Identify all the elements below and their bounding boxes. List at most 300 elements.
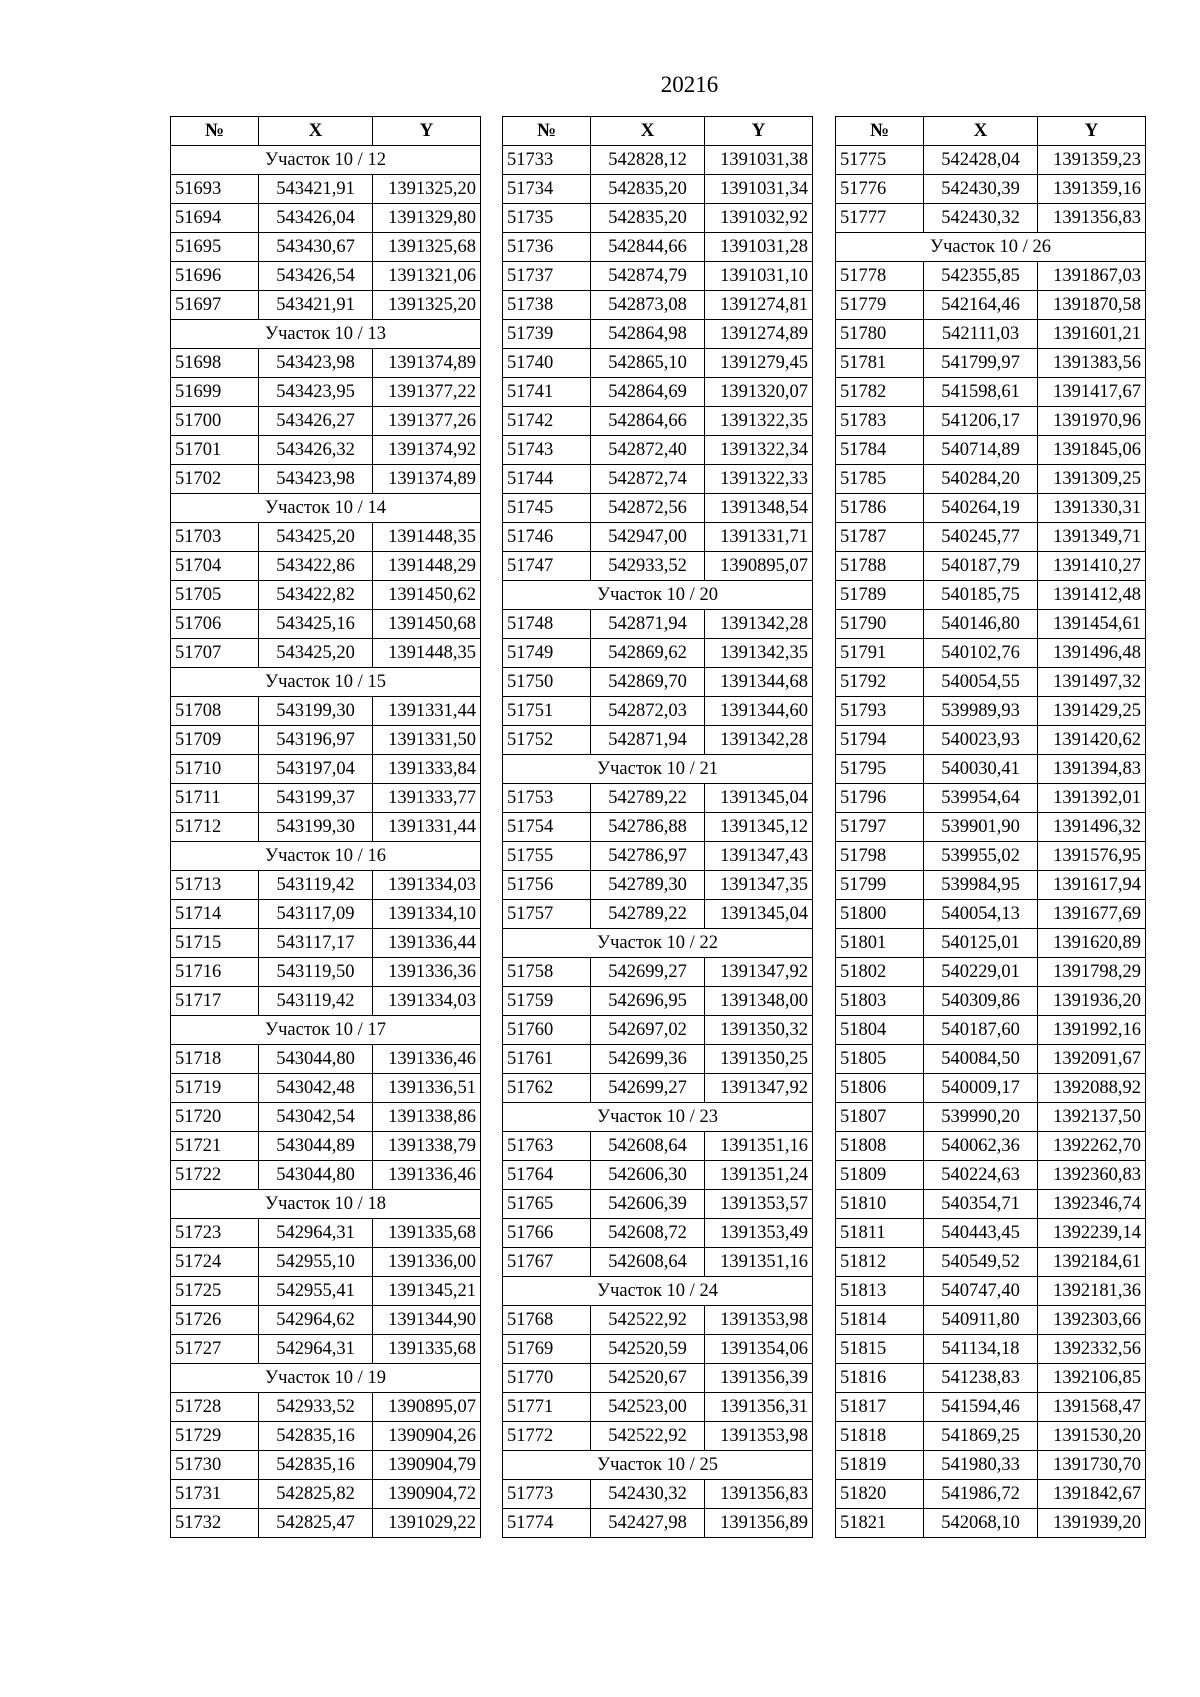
y-coordinate-cell: 1391601,21 [1038,320,1146,349]
point-number-cell: 51739 [503,320,591,349]
x-coordinate-cell: 542825,47 [259,1509,373,1538]
table-row [171,958,481,987]
y-coordinate-cell: 1391412,48 [1038,581,1146,610]
point-number-cell: 51800 [836,900,924,929]
table-row [171,610,481,639]
x-coordinate-cell: 542699,36 [591,1045,705,1074]
section-title: Участок 10 / 16 [171,842,481,871]
section-row [503,755,813,784]
section-title: Участок 10 / 19 [171,1364,481,1393]
x-coordinate-cell: 542933,52 [591,552,705,581]
table-row [171,1219,481,1248]
point-number-cell: 51805 [836,1045,924,1074]
point-number-cell: 51723 [171,1219,259,1248]
point-number-cell: 51700 [171,407,259,436]
table-row [836,1103,1146,1132]
y-coordinate-cell: 1391322,33 [705,465,813,494]
point-number-cell: 51779 [836,291,924,320]
x-coordinate-cell: 543422,82 [259,581,373,610]
coordinates-table-1 [170,116,481,1538]
table-row [836,610,1146,639]
y-coordinate-cell: 1391351,16 [705,1132,813,1161]
table-row [503,175,813,204]
table-row [503,1190,813,1219]
y-coordinate-cell: 1390904,72 [373,1480,481,1509]
x-coordinate-cell: 542606,39 [591,1190,705,1219]
y-coordinate-cell: 1391274,89 [705,320,813,349]
table-row [503,378,813,407]
table-row [503,1045,813,1074]
table-row [503,465,813,494]
point-number-cell: 51760 [503,1016,591,1045]
x-coordinate-cell: 542520,59 [591,1335,705,1364]
table-row [836,436,1146,465]
y-coordinate-cell: 1391530,20 [1038,1422,1146,1451]
table-row [836,1451,1146,1480]
section-row [171,842,481,871]
x-coordinate-cell: 543422,86 [259,552,373,581]
y-coordinate-cell: 1391867,03 [1038,262,1146,291]
table-row [171,1335,481,1364]
point-number-cell: 51813 [836,1277,924,1306]
point-number-cell: 51802 [836,958,924,987]
section-row [503,1277,813,1306]
table-row [836,291,1146,320]
y-coordinate-cell: 1391356,83 [705,1480,813,1509]
coordinates-table-3 [835,116,1146,1538]
y-coordinate-cell: 1391970,96 [1038,407,1146,436]
x-coordinate-cell: 542835,16 [259,1422,373,1451]
y-coordinate-cell: 1391336,44 [373,929,481,958]
x-coordinate-cell: 543197,04 [259,755,373,784]
x-coordinate-cell: 543044,80 [259,1161,373,1190]
point-number-cell: 51745 [503,494,591,523]
table-row [171,784,481,813]
point-number-cell: 51705 [171,581,259,610]
section-title: Участок 10 / 13 [171,320,481,349]
point-number-cell: 51708 [171,697,259,726]
x-coordinate-cell: 543196,97 [259,726,373,755]
table-row [171,1422,481,1451]
y-coordinate-cell: 1391031,38 [705,146,813,175]
y-coordinate-cell: 1391496,32 [1038,813,1146,842]
x-coordinate-cell: 542786,88 [591,813,705,842]
x-coordinate-cell: 542955,41 [259,1277,373,1306]
table-row [503,1219,813,1248]
y-coordinate-cell: 1391331,71 [705,523,813,552]
table-row [171,1306,481,1335]
point-number-cell: 51814 [836,1306,924,1335]
section-row [503,929,813,958]
x-coordinate-cell: 543426,04 [259,204,373,233]
table-row [836,465,1146,494]
table-row [503,1132,813,1161]
y-coordinate-cell: 1391336,51 [373,1074,481,1103]
point-number-cell: 51810 [836,1190,924,1219]
x-coordinate-cell: 541986,72 [924,1480,1038,1509]
x-coordinate-cell: 543199,30 [259,813,373,842]
point-number-cell: 51722 [171,1161,259,1190]
section-title: Участок 10 / 15 [171,668,481,697]
table-row [503,291,813,320]
y-coordinate-cell: 1392262,70 [1038,1132,1146,1161]
table-row [171,378,481,407]
x-coordinate-cell: 543423,98 [259,349,373,378]
table-row [836,900,1146,929]
column-header-number: № [503,117,591,146]
y-coordinate-cell: 1391342,28 [705,610,813,639]
y-coordinate-cell: 1391342,35 [705,639,813,668]
table-row [171,1480,481,1509]
y-coordinate-cell: 1391992,16 [1038,1016,1146,1045]
x-coordinate-cell: 542869,62 [591,639,705,668]
column-header-number: № [171,117,259,146]
x-coordinate-cell: 542864,98 [591,320,705,349]
point-number-cell: 51793 [836,697,924,726]
y-coordinate-cell: 1391309,25 [1038,465,1146,494]
x-coordinate-cell: 540549,52 [924,1248,1038,1277]
table-row [171,581,481,610]
table-row [171,436,481,465]
point-number-cell: 51693 [171,175,259,204]
table-row [503,784,813,813]
y-coordinate-cell: 1391322,35 [705,407,813,436]
table-row [503,668,813,697]
y-coordinate-cell: 1391417,67 [1038,378,1146,407]
y-coordinate-cell: 1391350,25 [705,1045,813,1074]
y-coordinate-cell: 1391351,16 [705,1248,813,1277]
x-coordinate-cell: 539955,02 [924,842,1038,871]
section-title: Участок 10 / 26 [836,233,1146,262]
x-coordinate-cell: 542164,46 [924,291,1038,320]
point-number-cell: 51789 [836,581,924,610]
point-number-cell: 51697 [171,291,259,320]
point-number-cell: 51786 [836,494,924,523]
table-header-row [836,117,1146,146]
x-coordinate-cell: 542068,10 [924,1509,1038,1538]
y-coordinate-cell: 1391335,68 [373,1219,481,1248]
y-coordinate-cell: 1391334,03 [373,987,481,1016]
point-number-cell: 51744 [503,465,591,494]
table-row [503,1016,813,1045]
x-coordinate-cell: 542430,32 [591,1480,705,1509]
point-number-cell: 51788 [836,552,924,581]
x-coordinate-cell: 542427,98 [591,1509,705,1538]
y-coordinate-cell: 1391349,71 [1038,523,1146,552]
table-row [171,1248,481,1277]
point-number-cell: 51799 [836,871,924,900]
y-coordinate-cell: 1391392,01 [1038,784,1146,813]
y-coordinate-cell: 1391342,28 [705,726,813,755]
y-coordinate-cell: 1391374,92 [373,436,481,465]
x-coordinate-cell: 540009,17 [924,1074,1038,1103]
point-number-cell: 51768 [503,1306,591,1335]
table-row [503,871,813,900]
y-coordinate-cell: 1391336,46 [373,1045,481,1074]
x-coordinate-cell: 542844,66 [591,233,705,262]
table-row [836,842,1146,871]
table-row [836,1335,1146,1364]
point-number-cell: 51756 [503,871,591,900]
point-number-cell: 51791 [836,639,924,668]
table-row [503,204,813,233]
section-title: Участок 10 / 18 [171,1190,481,1219]
point-number-cell: 51741 [503,378,591,407]
table-row [171,755,481,784]
point-number-cell: 51765 [503,1190,591,1219]
point-number-cell: 51764 [503,1161,591,1190]
y-coordinate-cell: 1391338,79 [373,1132,481,1161]
point-number-cell: 51750 [503,668,591,697]
point-number-cell: 51812 [836,1248,924,1277]
point-number-cell: 51746 [503,523,591,552]
table-row [171,987,481,1016]
x-coordinate-cell: 542355,85 [924,262,1038,291]
x-coordinate-cell: 542872,03 [591,697,705,726]
y-coordinate-cell: 1391429,25 [1038,697,1146,726]
table-row [503,552,813,581]
y-coordinate-cell: 1391279,45 [705,349,813,378]
x-coordinate-cell: 540146,80 [924,610,1038,639]
x-coordinate-cell: 542872,40 [591,436,705,465]
table-row [171,871,481,900]
y-coordinate-cell: 1391356,31 [705,1393,813,1422]
column-header-x: X [924,117,1038,146]
x-coordinate-cell: 542789,22 [591,900,705,929]
point-number-cell: 51748 [503,610,591,639]
point-number-cell: 51721 [171,1132,259,1161]
y-coordinate-cell: 1391353,98 [705,1306,813,1335]
table-row [836,726,1146,755]
point-number-cell: 51713 [171,871,259,900]
point-number-cell: 51695 [171,233,259,262]
table-row [171,1451,481,1480]
table-row [503,842,813,871]
table-row [836,697,1146,726]
point-number-cell: 51710 [171,755,259,784]
table-row [503,407,813,436]
y-coordinate-cell: 1391348,00 [705,987,813,1016]
y-coordinate-cell: 1390904,26 [373,1422,481,1451]
table-row [836,1016,1146,1045]
section-row [171,1016,481,1045]
point-number-cell: 51759 [503,987,591,1016]
point-number-cell: 51734 [503,175,591,204]
y-coordinate-cell: 1391450,68 [373,610,481,639]
section-title: Участок 10 / 21 [503,755,813,784]
point-number-cell: 51724 [171,1248,259,1277]
table-row [836,1480,1146,1509]
x-coordinate-cell: 542864,66 [591,407,705,436]
point-number-cell: 51736 [503,233,591,262]
table-row [171,929,481,958]
y-coordinate-cell: 1391359,23 [1038,146,1146,175]
table-row [171,204,481,233]
x-coordinate-cell: 542697,02 [591,1016,705,1045]
y-coordinate-cell: 1391410,27 [1038,552,1146,581]
table-row [171,726,481,755]
y-coordinate-cell: 1390895,07 [705,552,813,581]
y-coordinate-cell: 1391347,35 [705,871,813,900]
table-row [503,233,813,262]
point-number-cell: 51769 [503,1335,591,1364]
y-coordinate-cell: 1391331,44 [373,697,481,726]
point-number-cell: 51726 [171,1306,259,1335]
y-coordinate-cell: 1391383,56 [1038,349,1146,378]
table-header-row [503,117,813,146]
table-row [503,1364,813,1393]
table-row [171,900,481,929]
point-number-cell: 51731 [171,1480,259,1509]
point-number-cell: 51752 [503,726,591,755]
point-number-cell: 51732 [171,1509,259,1538]
y-coordinate-cell: 1391032,92 [705,204,813,233]
y-coordinate-cell: 1391335,68 [373,1335,481,1364]
point-number-cell: 51782 [836,378,924,407]
y-coordinate-cell: 1391354,06 [705,1335,813,1364]
x-coordinate-cell: 541134,18 [924,1335,1038,1364]
point-number-cell: 51811 [836,1219,924,1248]
table-row [836,871,1146,900]
point-number-cell: 51728 [171,1393,259,1422]
point-number-cell: 51775 [836,146,924,175]
y-coordinate-cell: 1391356,39 [705,1364,813,1393]
y-coordinate-cell: 1391334,10 [373,900,481,929]
point-number-cell: 51763 [503,1132,591,1161]
x-coordinate-cell: 542869,70 [591,668,705,697]
section-title: Участок 10 / 25 [503,1451,813,1480]
point-number-cell: 51749 [503,639,591,668]
table-row [503,987,813,1016]
point-number-cell: 51776 [836,175,924,204]
x-coordinate-cell: 540187,60 [924,1016,1038,1045]
table-row [171,1161,481,1190]
y-coordinate-cell: 1390895,07 [373,1393,481,1422]
x-coordinate-cell: 542835,20 [591,204,705,233]
table-row [171,407,481,436]
y-coordinate-cell: 1392181,36 [1038,1277,1146,1306]
x-coordinate-cell: 541238,83 [924,1364,1038,1393]
section-row [503,1451,813,1480]
y-coordinate-cell: 1391345,04 [705,900,813,929]
table-header-row [171,117,481,146]
column-header-x: X [591,117,705,146]
x-coordinate-cell: 539954,64 [924,784,1038,813]
point-number-cell: 51701 [171,436,259,465]
x-coordinate-cell: 542111,03 [924,320,1038,349]
section-row [171,668,481,697]
y-coordinate-cell: 1391420,62 [1038,726,1146,755]
x-coordinate-cell: 542522,92 [591,1422,705,1451]
table-row [503,523,813,552]
table-row [503,146,813,175]
table-row [836,1045,1146,1074]
table-row [503,1422,813,1451]
point-number-cell: 51787 [836,523,924,552]
y-coordinate-cell: 1391348,54 [705,494,813,523]
point-number-cell: 51738 [503,291,591,320]
table-row [836,1074,1146,1103]
point-number-cell: 51757 [503,900,591,929]
x-coordinate-cell: 543423,95 [259,378,373,407]
point-number-cell: 51715 [171,929,259,958]
x-coordinate-cell: 542933,52 [259,1393,373,1422]
section-title: Участок 10 / 17 [171,1016,481,1045]
point-number-cell: 51783 [836,407,924,436]
x-coordinate-cell: 542964,62 [259,1306,373,1335]
table-row [171,697,481,726]
point-number-cell: 51727 [171,1335,259,1364]
y-coordinate-cell: 1391448,35 [373,639,481,668]
y-coordinate-cell: 1392088,92 [1038,1074,1146,1103]
x-coordinate-cell: 542864,69 [591,378,705,407]
y-coordinate-cell: 1391321,06 [373,262,481,291]
table-row [171,262,481,291]
point-number-cell: 51818 [836,1422,924,1451]
y-coordinate-cell: 1391936,20 [1038,987,1146,1016]
coordinates-table-2 [502,116,813,1538]
x-coordinate-cell: 542608,64 [591,1248,705,1277]
x-coordinate-cell: 540224,63 [924,1161,1038,1190]
point-number-cell: 51821 [836,1509,924,1538]
y-coordinate-cell: 1391374,89 [373,465,481,494]
y-coordinate-cell: 1391333,84 [373,755,481,784]
x-coordinate-cell: 540911,80 [924,1306,1038,1335]
point-number-cell: 51711 [171,784,259,813]
x-coordinate-cell: 539901,90 [924,813,1038,842]
y-coordinate-cell: 1391939,20 [1038,1509,1146,1538]
y-coordinate-cell: 1392184,61 [1038,1248,1146,1277]
y-coordinate-cell: 1392137,50 [1038,1103,1146,1132]
x-coordinate-cell: 541869,25 [924,1422,1038,1451]
y-coordinate-cell: 1391845,06 [1038,436,1146,465]
x-coordinate-cell: 542696,95 [591,987,705,1016]
point-number-cell: 51808 [836,1132,924,1161]
y-coordinate-cell: 1391336,00 [373,1248,481,1277]
x-coordinate-cell: 543199,37 [259,784,373,813]
table-row [836,1161,1146,1190]
x-coordinate-cell: 540309,86 [924,987,1038,1016]
section-title: Участок 10 / 20 [503,581,813,610]
point-number-cell: 51774 [503,1509,591,1538]
point-number-cell: 51712 [171,813,259,842]
y-coordinate-cell: 1391334,03 [373,871,481,900]
column-header-y: Y [705,117,813,146]
x-coordinate-cell: 540747,40 [924,1277,1038,1306]
point-number-cell: 51720 [171,1103,259,1132]
x-coordinate-cell: 540187,79 [924,552,1038,581]
y-coordinate-cell: 1391325,20 [373,291,481,320]
x-coordinate-cell: 543430,67 [259,233,373,262]
y-coordinate-cell: 1391336,46 [373,1161,481,1190]
point-number-cell: 51709 [171,726,259,755]
table-row [171,1045,481,1074]
table-row [171,813,481,842]
x-coordinate-cell: 540054,55 [924,668,1038,697]
y-coordinate-cell: 1391353,57 [705,1190,813,1219]
x-coordinate-cell: 542786,97 [591,842,705,871]
x-coordinate-cell: 540245,77 [924,523,1038,552]
y-coordinate-cell: 1391344,60 [705,697,813,726]
x-coordinate-cell: 542608,72 [591,1219,705,1248]
table-row [836,1364,1146,1393]
y-coordinate-cell: 1391576,95 [1038,842,1146,871]
point-number-cell: 51758 [503,958,591,987]
table-row [836,204,1146,233]
table-row [836,146,1146,175]
table-row [503,1480,813,1509]
y-coordinate-cell: 1391870,58 [1038,291,1146,320]
